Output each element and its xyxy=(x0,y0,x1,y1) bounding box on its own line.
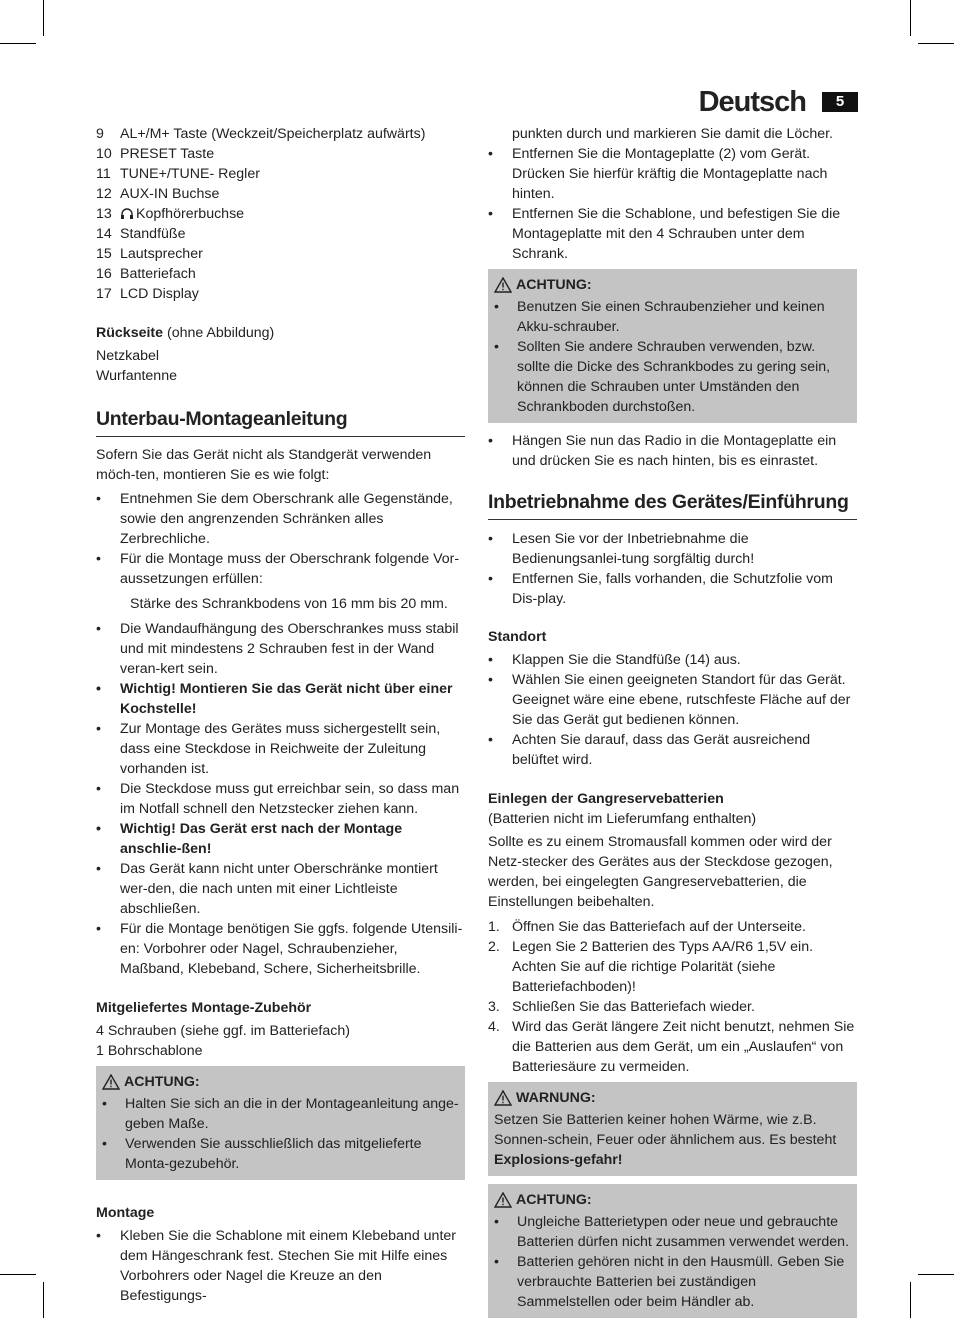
list-item: 1. Öffnen Sie das Batteriefach auf der Unterseite. xyxy=(488,919,806,935)
batterien-note: (Batterien nicht im Lieferumfang enthalten) xyxy=(488,811,757,827)
montage-heading: Montage xyxy=(96,1205,155,1221)
list-item: • Wählen Sie einen geeigneten Standort für das Gerät. Geeignet wäre eine ebene, rutschfeste Fläche auf der Sie das Gerät gut bedienen können. xyxy=(488,670,857,730)
parts-list xyxy=(96,124,465,304)
list-item: • Achten Sie darauf, dass das Gerät ausreichend belüftet wird. xyxy=(488,730,857,770)
list-item: • Ungleiche Batterietypen oder neue und gebrauchte Batterien dürfen nicht zusammen verwendet werden. xyxy=(494,1212,851,1252)
list-item: • Kleben Sie die Schablone mit einem Klebeband unter dem Hängeschrank fest. Stechen Sie mit Hilfe eines Vorbohrers oder Nagel die Kreuze an den Befestigungs- xyxy=(96,1226,465,1306)
bullet-list xyxy=(488,431,857,471)
crop-mark xyxy=(910,0,911,36)
right-column xyxy=(488,124,857,1318)
bullet-list xyxy=(488,529,857,609)
list-item: • Wichtig! Montieren Sie das Gerät nicht über einer Kochstelle! xyxy=(96,679,465,719)
section-title-unterbau: Unterbau-Montageanleitung xyxy=(96,407,465,437)
crop-mark xyxy=(0,43,36,44)
list-item: • Hängen Sie nun das Radio in die Montageplatte ein und drücken Sie es nach hinten, bis es einrastet. xyxy=(488,431,857,471)
list-item: 3. Schließen Sie das Batteriefach wieder. xyxy=(488,999,755,1015)
continuation-text: punkten durch und markieren Sie damit die Löcher. xyxy=(512,126,833,142)
numbered-steps xyxy=(488,917,857,1077)
zubehoer-heading: Mitgeliefertes Montage-Zubehör xyxy=(96,1000,312,1016)
list-item: • Wichtig! Das Gerät erst nach der Montage anschlie-ßen! xyxy=(96,819,465,859)
page-number: 5 xyxy=(822,92,858,112)
list-item: • Die Steckdose muss gut erreichbar sein, so dass man im Notfall schnell den Netzstecker ziehen kann. xyxy=(96,779,465,819)
indented-text: Stärke des Schrankbodens von 16 mm bis 20 mm. xyxy=(130,596,448,612)
list-item: • Batterien gehören nicht in den Hausmüll. Geben Sie verbrauchte Batterien bei zuständigen Sammelstellen oder beim Händler ab. xyxy=(494,1252,851,1312)
list-item: • Entnehmen Sie dem Oberschrank alle Gegenstände, sowie den angrenzenden Schränken alles Zerbrechliche. xyxy=(96,489,465,549)
list-item: • Das Gerät kann nicht unter Oberschränke montiert wer-den, die nach unten mit einer Lichtleiste abschließen. xyxy=(96,859,465,919)
list-item: • Entfernen Sie, falls vorhanden, die Schutzfolie vom Dis-play. xyxy=(488,569,857,609)
caution-box xyxy=(96,1066,465,1180)
rueckseite-item: Netzkabel xyxy=(96,348,160,364)
rueckseite-item: Wurfantenne xyxy=(96,368,177,384)
crop-mark xyxy=(918,1274,954,1275)
bullet-list xyxy=(488,144,857,264)
list-item: • Entfernen Sie die Montageplatte (2) vom Gerät. Drücken Sie hierfür kräftig die Montageplatte nach hinten. xyxy=(488,144,857,204)
caution-header: ACHTUNG: xyxy=(494,1190,851,1210)
zubehoer-item: 1 Bohrschablone xyxy=(96,1043,203,1059)
warning-triangle-icon xyxy=(494,1192,512,1208)
rueckseite-heading: Rückseite (ohne Abbildung) xyxy=(96,325,275,341)
list-item: 11 TUNE+/TUNE- Regler xyxy=(96,166,260,182)
list-item: • Lesen Sie vor der Inbetriebnahme die Bedienungsanlei-tung sorgfältig durch! xyxy=(488,529,857,569)
list-item: • Entfernen Sie die Schablone, und befestigen Sie die Montageplatte mit den 4 Schrauben unter dem Schrank. xyxy=(488,204,857,264)
list-item: • Verwenden Sie ausschließlich das mitgelieferte Monta-gezubehör. xyxy=(102,1134,459,1174)
list-item: • Benutzen Sie einen Schraubenzieher und keinen Akku-schrauber. xyxy=(494,297,851,337)
list-item: 17 LCD Display xyxy=(96,286,199,302)
list-item: • Zur Montage des Gerätes muss sichergestellt sein, dass eine Steckdose in Reichweite der Zuleitung vorhanden ist. xyxy=(96,719,465,779)
list-item: 15 Lautsprecher xyxy=(96,246,203,262)
section-title-inbetriebnahme: Inbetriebnahme des Gerätes/Einführung xyxy=(488,490,857,520)
bullet-list xyxy=(96,619,465,979)
bullet-list xyxy=(96,489,465,589)
batterien-intro: Sollte es zu einem Stromausfall kommen oder wird der Netz-stecker des Gerätes aus der Steckdose gezogen, werden, bei eingelegten Gangreservebatterien, die Einstellungen beibehalten. xyxy=(488,834,833,910)
list-item: 13 Kopfhörerbuchse xyxy=(96,206,245,222)
bullet-list xyxy=(494,1212,851,1312)
left-column xyxy=(96,124,465,1306)
crop-mark xyxy=(43,0,44,36)
bullet-list xyxy=(102,1094,459,1174)
caution-box xyxy=(488,269,857,423)
list-item: • Für die Montage muss der Oberschrank folgende Vor-aussetzungen erfüllen: xyxy=(96,549,465,589)
warning-triangle-icon xyxy=(494,277,512,293)
warning-box xyxy=(488,1082,857,1176)
warning-triangle-icon xyxy=(102,1074,120,1090)
list-item: 10 PRESET Taste xyxy=(96,146,215,162)
list-item: • Die Wandaufhängung des Oberschrankes muss stabil und mit mindestens 2 Schrauben fest in der Wand veran-kert sein. xyxy=(96,619,465,679)
warning-triangle-icon xyxy=(494,1090,512,1106)
crop-mark xyxy=(910,1282,911,1318)
list-item: • Für die Montage benötigen Sie ggfs. folgende Utensili-en: Vorbohrer oder Nagel, Schraubenzieher, Maßband, Klebeband, Schere, Sicherheitsbrille. xyxy=(96,919,465,979)
batterien-heading: Einlegen der Gangreservebatterien xyxy=(488,791,724,807)
bullet-list xyxy=(488,650,857,770)
list-item: 4. Wird das Gerät längere Zeit nicht benutzt, nehmen Sie die Batterien aus dem Gerät, um ein „Auslaufen“ von Batteriesäure zu vermeiden. xyxy=(488,1019,855,1075)
standort-heading: Standort xyxy=(488,629,547,645)
list-item: 12 AUX-IN Buchse xyxy=(96,186,220,202)
list-item: 16 Batteriefach xyxy=(96,266,196,282)
warning-header: WARNUNG: xyxy=(494,1088,851,1108)
page-language-title: Deutsch xyxy=(698,86,806,118)
bullet-list xyxy=(96,1226,465,1306)
bullet-list xyxy=(494,297,851,417)
list-item: • Klappen Sie die Standfüße (14) aus. xyxy=(488,650,857,670)
headphones-icon xyxy=(120,208,134,220)
crop-mark xyxy=(0,1274,36,1275)
list-item: • Halten Sie sich an die in der Montageanleitung ange-geben Maße. xyxy=(102,1094,459,1134)
list-item: 2. Legen Sie 2 Batterien des Typs AA/R6 1,5V ein. Achten Sie auf die richtige Polarität (siehe Batteriefachboden)! xyxy=(488,939,814,995)
list-item: 9 AL+/M+ Taste (Weckzeit/Speicherplatz aufwärts) xyxy=(96,126,426,142)
intro-text: Sofern Sie das Gerät nicht als Standgerät verwenden möch-ten, montieren Sie es wie folgt: xyxy=(96,447,432,483)
list-item: 14 Standfüße xyxy=(96,226,186,242)
list-item: • Sollten Sie andere Schrauben verwenden, bzw. sollte die Dicke des Schrankbodes zu gering sein, können die Schrauben unter Umständen den Schrankboden durchstoßen. xyxy=(494,337,851,417)
caution-header: ACHTUNG: xyxy=(494,275,851,295)
zubehoer-item: 4 Schrauben (siehe ggf. im Batteriefach) xyxy=(96,1023,350,1039)
caution-header: ACHTUNG: xyxy=(102,1072,459,1092)
caution-box xyxy=(488,1184,857,1318)
crop-mark xyxy=(918,43,954,44)
warning-text: Setzen Sie Batterien keiner hohen Wärme, wie z.B. Sonnen-schein, Feuer oder ähnlichem aus. Es besteht Explosions-gefahr! xyxy=(494,1112,837,1168)
crop-mark xyxy=(43,1282,44,1318)
